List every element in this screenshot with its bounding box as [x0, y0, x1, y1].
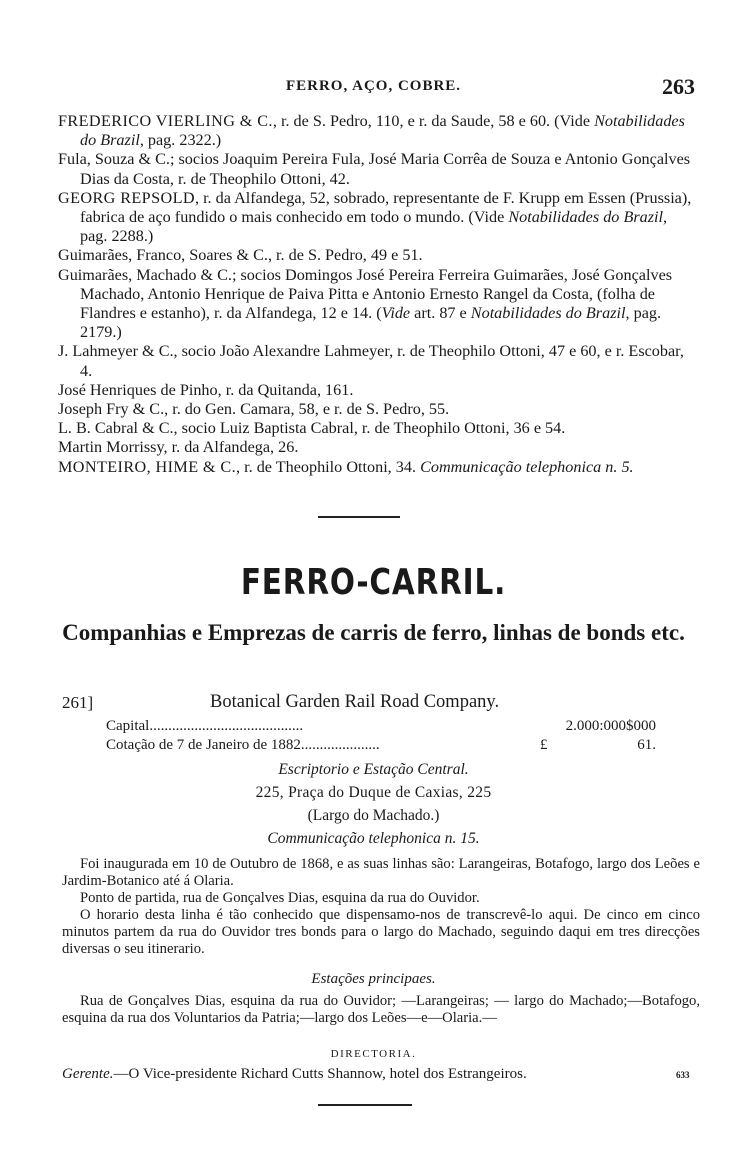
- section-subtitle: Companhias e Emprezas de carris de ferro, linhas de bonds etc.: [62, 620, 685, 645]
- italic-reference: Notabilidades do Brazil: [80, 112, 685, 150]
- paragraph-departure: Ponto de partida, rua de Gonçalves Dias, esquina da rua do Ouvidor.: [80, 889, 480, 906]
- entry-text: J. Lahmeyer & C., socio João Alexandre Lahmeyer, r. de Theophilo Ottoni, 47 e 60, e r. Escobar, 4.: [58, 342, 684, 380]
- stations-text: Rua de Gonçalves Dias, esquina da rua do Ouvidor; —Larangeiras; — largo do Machado;—Botafogo, esquina da rua dos Voluntarios da Patria;—largo dos Leões—e—Olaria.—: [62, 993, 700, 1026]
- company-name: Botanical Garden Rail Road Company.: [210, 692, 500, 712]
- firm-name: MONTEIRO, HIME & C.: [58, 457, 237, 476]
- entry-text: Fula, Souza & C.; socios Joaquim Pereira Fula, José Maria Corrêa de Souza e Antonio Gonçalves Dias da Costa, r. de Theophilo Ottoni, 42.: [58, 150, 691, 188]
- manager-role: Gerente.: [62, 1066, 114, 1082]
- entry-text: Guimarães, Franco, Soares & C., r. de S. Pedro, 49 e 51.: [58, 246, 423, 265]
- merchant-entry: [58, 458, 698, 477]
- merchant-entry: [58, 381, 698, 400]
- section-title: FERRO-CARRIL.: [240, 562, 507, 603]
- italic-reference: Communicação telephonica n. 5.: [420, 457, 634, 476]
- merchant-entry: [58, 246, 698, 265]
- office-address: 225, Praça do Duque de Caxias, 225: [255, 784, 492, 801]
- merchant-entries: [58, 112, 698, 477]
- merchant-entry: [58, 438, 698, 457]
- entry-text: , r. da Alfandega, 52, sobrado, representante de F. Krupp em Essen (Prussia), fabrica de aço fundido o mais conhecido em todo o mundo. (Vide: [80, 188, 692, 227]
- entry-text: , pag. 2322.): [139, 131, 222, 150]
- firm-name: FREDERICO VIERLING & C.: [58, 112, 273, 130]
- entry-text: Martin Morrissy, r. da Alfandega, 26.: [58, 438, 299, 457]
- quote-value: 61.: [637, 737, 656, 753]
- entry-text: Guimarães, Machado & C.; socios Domingos José Pereira Ferreira Guimarães, José Gonçalves Machado, Antonio Henrique de Paiva Pitta e Antonio Ernesto Rangel da Costa, (folha de Flandres e estanho), r. da Alfandega, 12 e 14. (: [58, 265, 673, 323]
- firm-name: GEORG REPSOLD: [58, 188, 195, 207]
- directory-heading: DIRECTORIA.: [330, 1048, 417, 1060]
- office-phone: Communicação telephonica n. 15.: [267, 830, 480, 847]
- entry-text: L. B. Cabral & C., socio Luiz Baptista Cabral, r. de Theophilo Ottoni, 36 e 54.: [58, 419, 566, 438]
- page-number: 263: [662, 74, 695, 99]
- italic-reference: Vide: [381, 304, 411, 323]
- company-number: 261]: [62, 693, 94, 712]
- italic-reference: Notabilidades do Brazil: [470, 304, 626, 323]
- merchant-entry: [58, 419, 698, 438]
- company-description: [62, 856, 700, 957]
- merchant-entry: [58, 342, 698, 380]
- entry-text: , pag. 2288.): [80, 208, 668, 246]
- entry-text: , r. de S. Pedro, 110, e r. da Saude, 58 e 60. (Vide: [272, 112, 595, 130]
- quote-currency: £: [540, 737, 548, 753]
- merchant-entry: [58, 150, 698, 188]
- italic-reference: Notabilidades do Brazil: [508, 208, 664, 227]
- office-largo: (Largo do Machado.): [307, 807, 440, 824]
- merchant-entry: [58, 112, 698, 150]
- running-head: FERRO, AÇO, COBRE.: [285, 78, 462, 94]
- capital-value: 2.000:000$000: [565, 718, 656, 734]
- capital-label: Capital.........................................: [106, 718, 304, 734]
- end-divider: [318, 1104, 412, 1106]
- stations-heading: Estações principaes.: [311, 971, 436, 987]
- entry-text: , r. de Theophilo Ottoni, 34.: [236, 457, 421, 476]
- merchant-entry: [58, 189, 698, 247]
- merchant-entry: [58, 266, 698, 343]
- entry-text: Joseph Fry & C., r. do Gen. Camara, 58, e r. de S. Pedro, 55.: [58, 400, 450, 419]
- entry-text: art. 87 e: [410, 304, 471, 323]
- entry-text: , pag. 2179.): [80, 304, 662, 342]
- section-divider: [318, 516, 400, 518]
- paragraph-inauguration: Foi inaugurada em 10 de Outubro de 1868, e as suas linhas são: Larangeiras, Botafogo, largo dos Leões e Jardim-Botanico até á Olaria.: [62, 856, 700, 889]
- manager-text: —O Vice-presidente Richard Cutts Shannow, hotel dos Estrangeiros.: [113, 1066, 527, 1082]
- entry-text: José Henriques de Pinho, r. da Quitanda, 161.: [58, 380, 354, 399]
- office-heading: Escriptorio e Estação Central.: [278, 761, 469, 778]
- quote-label: Cotação de 7 de Janeiro de 1882.....................: [106, 737, 380, 753]
- print-mark: 633: [676, 1070, 690, 1080]
- merchant-entry: [58, 400, 698, 419]
- paragraph-schedule: O horario desta linha é tão conhecido que dispensamo-nos de transcrevê-lo aqui. De cinco em cinco minutos partem da rua do Ouvidor tres bonds para o largo do Machado, seguindo daqui em tres direcções diversas o seu itinerario.: [62, 906, 700, 957]
- manager-line: [62, 1066, 662, 1083]
